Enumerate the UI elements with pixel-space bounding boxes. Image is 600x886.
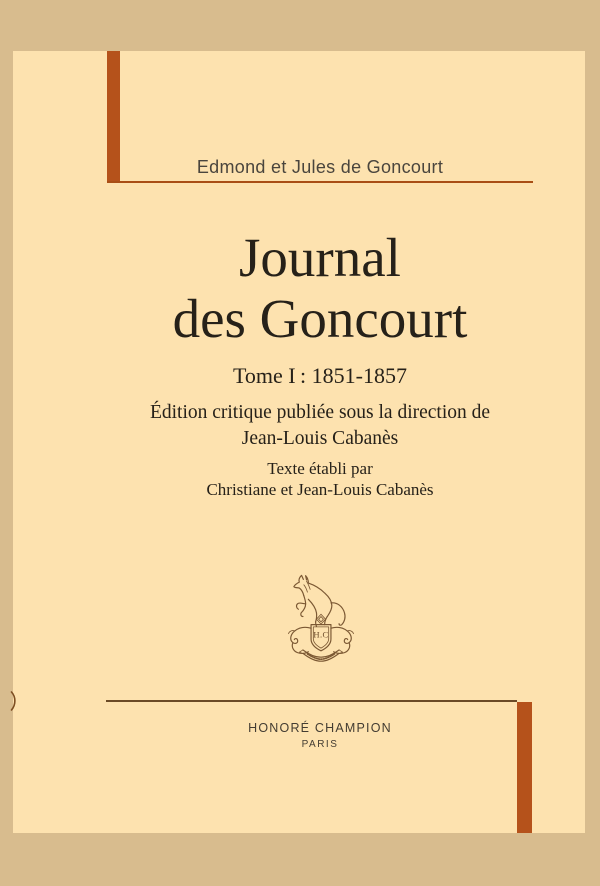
book-title-line1: Journal: [239, 227, 401, 288]
publisher-name: HONORÉ CHAMPION: [248, 721, 392, 735]
edition-editor-name: Jean-Louis Cabanès: [241, 427, 399, 449]
publisher-block: [107, 719, 533, 752]
rearing-horse-crest-icon: [275, 574, 367, 668]
author-name: Edmond et Jules de Goncourt: [196, 157, 444, 177]
author-rule: [107, 181, 533, 183]
crest-initials: H.C: [313, 629, 329, 640]
book-title: [107, 227, 533, 349]
footer-rule: [106, 700, 517, 702]
volume-label: Tome I : 1851-1857: [233, 363, 407, 388]
publisher-city: PARIS: [301, 739, 339, 750]
credit-note: [107, 459, 533, 500]
left-edge-print-mark: [9, 691, 19, 709]
credit-editors-names: Christiane et Jean-Louis Cabanès: [206, 479, 434, 499]
credit-note-line1: Texte établi par: [267, 459, 373, 478]
edition-note-line1: Édition critique publiée sous la direction de: [149, 402, 491, 423]
edition-note: [107, 400, 533, 451]
book-title-line2: des Goncourt: [172, 288, 468, 349]
